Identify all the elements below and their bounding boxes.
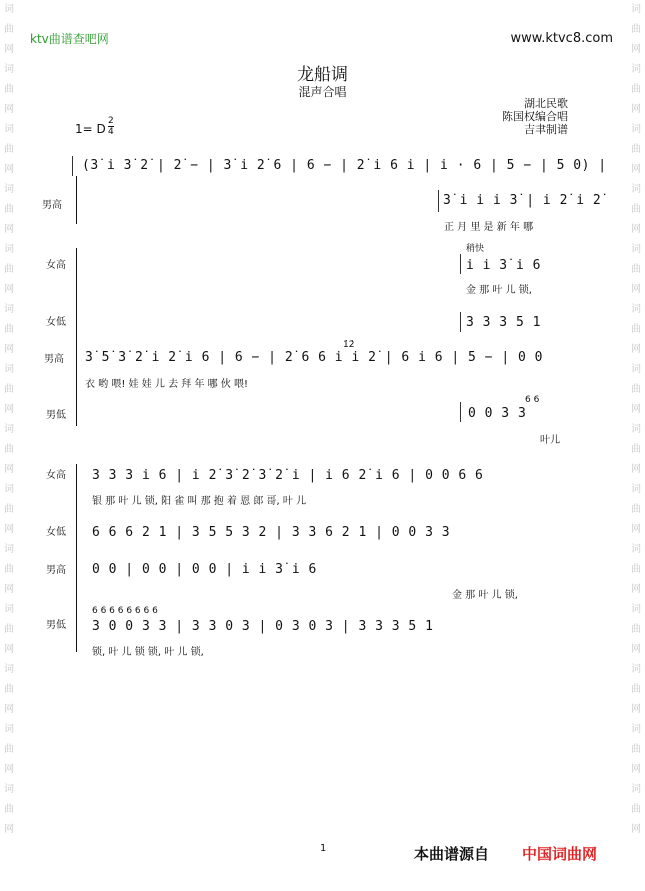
tempo-mark: 稍快 (466, 244, 485, 254)
sys2-ml-upper-notes: 6 6 6 6 6 6 6 6 (92, 606, 158, 616)
sys2-fl-melody: 6 6 6 2 1 | 3 5 5 3 2 | 3 3 6 2 1 | 0 0 3 3 (92, 525, 451, 540)
sys2-ml-lyrics: 锁, 叶 儿 锁 锁, 叶 儿 锁, (92, 647, 204, 658)
system1-brace-top (76, 176, 77, 224)
sys1-mh2-melody: 3̇ 5̇ 3̇ 2̇ i 2̇ i 6 | 6 − | 2̇ 6 6 i i 2̇ | 6 i 6 | 5 − | 0 0 (85, 350, 543, 365)
sys2-ml-melody: 3 0 0 3 3 | 3 3 0 3 | 0 3 0 3 | 3 3 3 5 1 (92, 619, 434, 634)
time-signature-bottom: 4 (108, 127, 114, 137)
credit-transcriber: 吉聿制谱 (524, 123, 568, 136)
site-name-header[interactable]: ktv曲谱查吧网 (30, 32, 109, 46)
system1-brace (76, 248, 77, 426)
part-label-fh-2: 女高 (46, 470, 66, 481)
part-label-mh-2: 男高 (44, 354, 64, 365)
sys2-fh-melody: 3 3 3 i 6 | i 2̇ 3̇ 2̇ 3̇ 2̇ i | i 6 2̇ i 6 | 0 0 6 6 (92, 468, 484, 483)
sys2-fh-lyrics: 银 那 叶 儿 锁, 阳 雀 叫 那 抱 着 恩 郎 哥, 叶 儿 (92, 496, 307, 507)
watermark-right: 词曲网词曲网词曲网词曲网词曲网词曲网词曲网词曲网词曲网词曲网词曲网词曲网词曲网词曲网 (631, 4, 641, 835)
sys1-fl-barline (460, 312, 461, 332)
song-title: 龙船调 (297, 65, 348, 85)
key-signature: 1= D (75, 122, 106, 136)
sys2-mh-lyrics: 金 那 叶 儿 锁, (452, 590, 518, 601)
part-label-mh: 男高 (42, 200, 62, 211)
sys1-barline (438, 190, 439, 212)
site-url-header[interactable]: www.ktvc8.com (510, 31, 613, 46)
sys1-fh-melody: i i 3̇ i 6 (466, 258, 541, 273)
footer-source: 本曲谱源自 (414, 845, 490, 863)
sys1-mh-lyrics: 正 月 里 是 新 年 哪 (444, 222, 534, 233)
sys1-ml-melody: 0 0 3 3 (468, 406, 527, 421)
sys1-ml-lyrics: 叶儿 (540, 435, 560, 446)
sys2-mh-melody: 0 0 | 0 0 | 0 0 | i i 3̇ i 6 (92, 562, 317, 577)
system2-brace (76, 464, 77, 652)
sys1-mh2-lyrics: 衣 哟 喂! 娃 娃 儿 去 拜 年 哪 伙 喂! (85, 379, 248, 390)
part-label-fl: 女低 (46, 317, 66, 328)
sys1-ml-barline (460, 402, 461, 422)
part-label-fl-2: 女低 (46, 527, 66, 538)
part-label-mh-3: 男高 (46, 565, 66, 576)
sys1-fh-barline (460, 254, 461, 274)
sys1-fl-melody: 3 3 3 5 1 (466, 315, 541, 330)
credit-origin: 湖北民歌 (524, 97, 568, 110)
part-label-fh: 女高 (46, 260, 66, 271)
intro-start-line (72, 156, 73, 176)
song-subtitle: 混声合唱 (298, 85, 347, 99)
credit-arranger: 陈国权编合唱 (502, 110, 568, 123)
part-label-ml: 男低 (46, 410, 66, 421)
time-signature (108, 116, 114, 137)
footer-site-link[interactable]: 中国词曲网 (522, 845, 598, 863)
time-signature-top: 2 (108, 116, 114, 126)
page-number: 1 (320, 843, 327, 854)
sys1-ml-upper-notes: 6 6 (525, 395, 540, 405)
sys1-fh-lyrics: 金 那 叶 儿 锁, (466, 285, 532, 296)
credits-block (502, 97, 568, 136)
intro-melody: (3̇ i 3̇ 2̇ | 2̇ − | 3̇ i 2̇ 6 | 6 − | 2̇ i 6 i | i · 6 | 5 − | 5 0) | (82, 158, 607, 173)
grace-note: 1̇2̇ (343, 340, 355, 350)
sys1-mh-melody: 3̇ i i i 3̇ | i 2̇ i 2̇ (443, 193, 602, 208)
watermark-left: 词曲网词曲网词曲网词曲网词曲网词曲网词曲网词曲网词曲网词曲网词曲网词曲网词曲网词曲网 (4, 4, 14, 835)
part-label-ml-2: 男低 (46, 620, 66, 631)
